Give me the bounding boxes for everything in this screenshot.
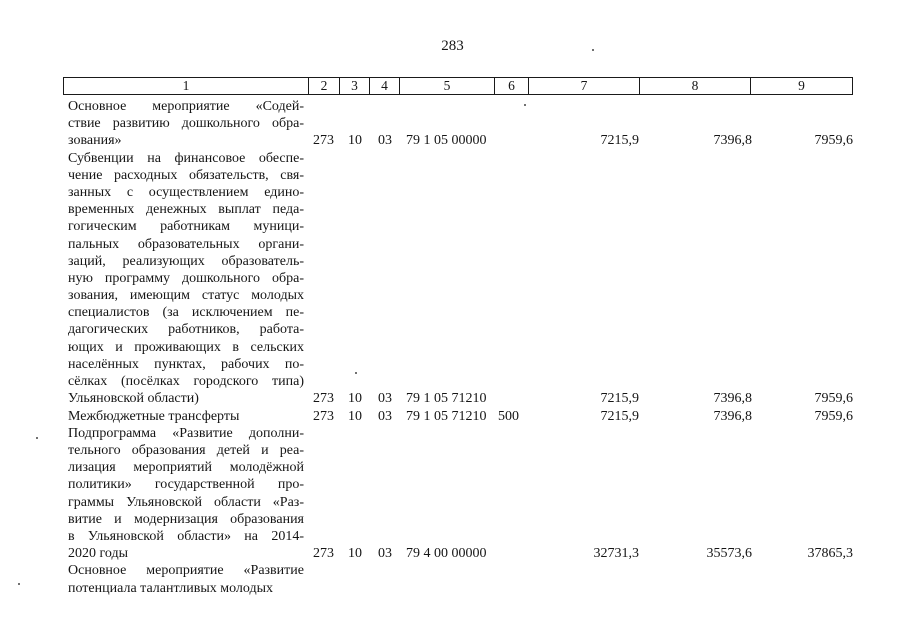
cell-c3: 10 (348, 133, 362, 149)
description-line: гогическим работникам муници- (68, 219, 304, 235)
header-col-8: 8 (640, 78, 751, 94)
description-line: дагогических работников, работа- (68, 322, 304, 338)
cell-c8: 7396,8 (713, 391, 752, 407)
cell-c2: 273 (313, 546, 334, 562)
cell-c7: 32731,3 (593, 546, 639, 562)
description-line: занных с осуществлением едино- (68, 184, 304, 200)
row-description (68, 408, 304, 425)
cell-c9: 7959,6 (814, 391, 853, 407)
description-line: Межбюджетные трансферты (68, 408, 240, 424)
description-line: Основное мероприятие «Содей- (68, 99, 304, 114)
scan-speck (36, 437, 38, 439)
table-row (0, 562, 905, 596)
description-line: политики» государственной про- (68, 477, 304, 493)
cell-c3: 10 (348, 391, 362, 407)
cell-c3: 10 (348, 408, 362, 424)
header-col-9: 9 (798, 78, 805, 93)
cell-c2: 273 (313, 133, 334, 149)
row-description (68, 150, 304, 408)
description-line: граммы Ульяновской области «Раз- (68, 494, 304, 510)
cell-c5: 79 1 05 00000 (406, 133, 487, 149)
table-row (0, 408, 905, 425)
description-line: населённых пунктах, рабочих по- (68, 356, 304, 372)
table-row (0, 425, 905, 563)
cell-c6: 500 (498, 408, 519, 424)
description-line: лизация мероприятий молодёжной (68, 460, 304, 476)
header-col-4: 4 (370, 78, 400, 94)
description-line: Основное мероприятие «Развитие (68, 563, 304, 579)
cell-c5: 79 4 00 00000 (406, 546, 487, 562)
cell-c2: 273 (313, 391, 334, 407)
scan-speck (524, 104, 526, 106)
description-line: зования» (68, 133, 122, 149)
description-line: зования, имеющим статус молодых (68, 288, 304, 304)
row-description (68, 562, 304, 596)
cell-c4: 03 (378, 408, 392, 424)
scan-speck (592, 49, 594, 51)
scan-speck (355, 372, 357, 374)
row-description (68, 98, 304, 150)
description-line: ющих и проживающих в сельских (68, 339, 304, 355)
header-col-5: 5 (400, 78, 495, 94)
cell-c7: 7215,9 (600, 391, 639, 407)
description-line: сёлках (посёлках городского типа) (68, 374, 304, 390)
description-line: временных денежных выплат педа- (68, 202, 304, 218)
header-col-1: 1 (64, 78, 309, 94)
cell-c4: 03 (378, 133, 392, 149)
cell-c7: 7215,9 (600, 408, 639, 424)
description-line: Субвенции на финансовое обеспе- (68, 150, 304, 166)
cell-c4: 03 (378, 391, 392, 407)
table-row (0, 150, 905, 408)
cell-c9: 7959,6 (814, 408, 853, 424)
cell-c2: 273 (313, 408, 334, 424)
description-line: в Ульяновской области» на 2014- (68, 528, 304, 544)
description-line: пальных образовательных органи- (68, 236, 304, 252)
header-col-2: 2 (309, 78, 340, 94)
cell-c8: 7396,8 (713, 133, 752, 149)
scan-speck (18, 583, 20, 585)
description-line: Ульяновской области) (68, 391, 199, 407)
header-col-3: 3 (340, 78, 370, 94)
cell-c9: 37865,3 (807, 546, 853, 562)
header-col-6: 6 (495, 78, 529, 94)
description-line: заций, реализующих образователь- (68, 253, 304, 269)
page-number: 283 (441, 38, 464, 54)
cell-c9: 7959,6 (814, 133, 853, 149)
cell-c8: 7396,8 (713, 408, 752, 424)
description-line: 2020 годы (68, 546, 129, 562)
cell-c3: 10 (348, 546, 362, 562)
cell-c5: 79 1 05 71210 (406, 391, 487, 407)
description-line: тельного образования детей и реа- (68, 442, 304, 458)
header-col-7: 7 (529, 78, 640, 94)
cell-c5: 79 1 05 71210 (406, 408, 487, 424)
table-row (0, 98, 905, 150)
description-line: ную программу дошкольного обра- (68, 270, 304, 286)
cell-c7: 7215,9 (600, 133, 639, 149)
table-header (63, 77, 853, 95)
cell-c8: 35573,6 (706, 546, 752, 562)
cell-c4: 03 (378, 546, 392, 562)
description-line: ствие развитию дошкольного обра- (68, 116, 304, 132)
description-line: чение расходных обязательств, свя- (68, 167, 304, 183)
description-line: Подпрограмма «Развитие дополни- (68, 425, 304, 441)
description-line: потенциала талантливых молодых (68, 580, 274, 596)
description-line: витие и модернизация образования (68, 511, 304, 527)
row-description (68, 425, 304, 563)
description-line: специалистов (за исключением пе- (68, 305, 304, 321)
